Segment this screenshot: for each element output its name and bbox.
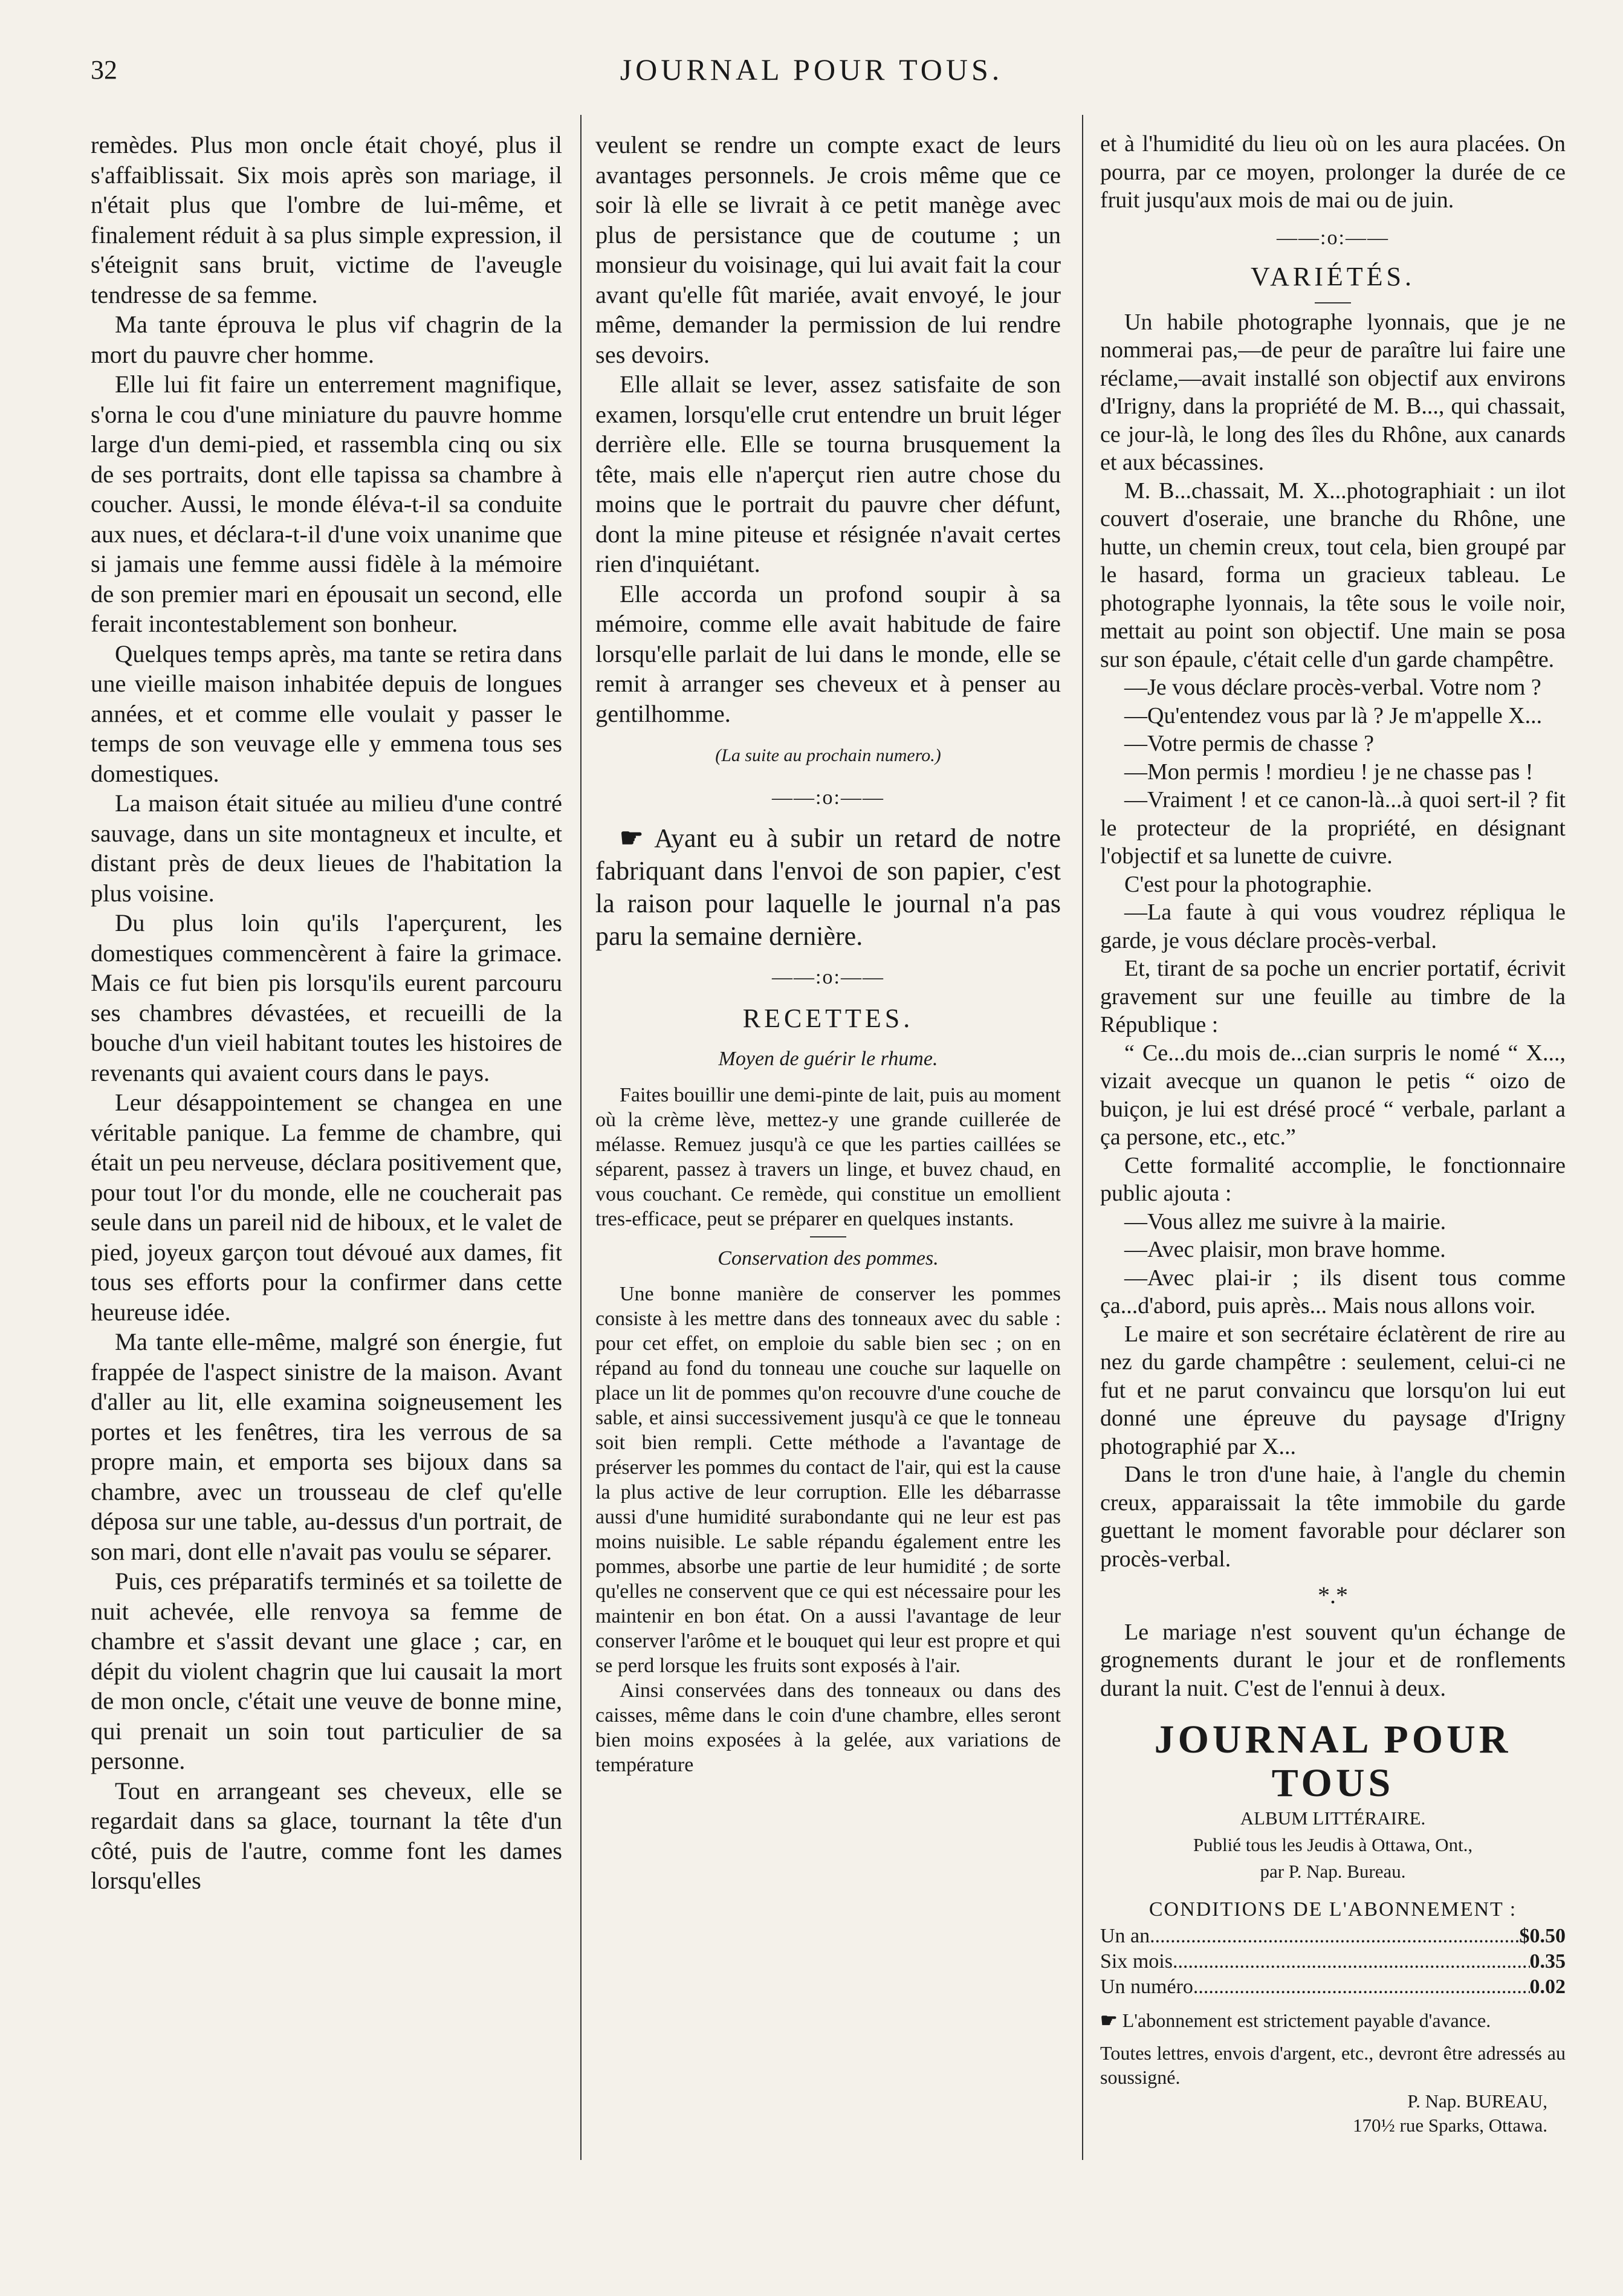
- paragraph: Cette formalité accomplie, le fonctionnaire public ajouta :: [1100, 1152, 1566, 1206]
- recipe-title: Moyen de guérir le rhume.: [718, 1048, 938, 1070]
- masthead-box: [1100, 1718, 1566, 2138]
- price-row: [1100, 1974, 1566, 2000]
- masthead-by: par P. Nap. Bureau.: [1260, 1861, 1406, 1882]
- section-separator: ——:o:——: [772, 786, 884, 809]
- paragraph: Et, tirant de sa poche un encrier portatif, écrivit gravement sur une feuille au timbre de la République :: [1100, 956, 1566, 1037]
- price-label: Six mois: [1100, 1950, 1173, 1973]
- column-1: [91, 130, 562, 2187]
- column-2: [595, 130, 1061, 2187]
- running-head: JOURNAL POUR TOUS.: [620, 53, 1003, 86]
- paragraph: remèdes. Plus mon oncle était choyé, plus il s'affaiblissait. Six mois après son mariage, il n'était plus que l'ombre de lui-même, et finalement réduit à sa plus simple expression, il s'éteignit sans bruit, victime de l'aveugle tendresse de sa femme.: [91, 131, 562, 308]
- column-rule: [1082, 115, 1083, 2160]
- price-label: Un numéro: [1100, 1976, 1193, 1998]
- asterism: *.*: [1318, 1581, 1348, 1609]
- recipe-title: Conservation des pommes.: [718, 1247, 939, 1270]
- leader-dots: [1193, 1974, 1530, 2000]
- paragraph: Puis, ces préparatifs terminés et sa toilette de nuit achevée, elle renvoya sa femme de chambre et s'assit devant une glace ; car, en dépit du violent chagrin que lui causait la mort de mon oncle, c'était une veuve de bonne mine, qui prenait un soin tout particulier de sa personne.: [91, 1568, 562, 1774]
- paragraph: —Avec plai-ir ; ils disent tous comme ça...d'abord, puis après... Mais nous allons voir.: [1100, 1265, 1566, 1318]
- page-number: 32: [91, 55, 117, 85]
- paragraph: Tout en arrangeant ses cheveux, elle se regardait dans sa glace, tournant la tête d'un côté, puis de l'autre, comme font les dames lorsqu'elles: [91, 1777, 562, 1894]
- paragraph: —Qu'entendez vous par là ? Je m'appelle X...: [1124, 702, 1543, 728]
- recipe-text: Ainsi conservées dans des tonneaux ou dans des caisses, même dans le coin d'une chambre, elles seront bien moins exposées à la gelée, aux variations de température: [595, 1679, 1061, 1776]
- section-separator: ——:o:——: [1277, 226, 1389, 249]
- paragraph: et à l'humidité du lieu où on les aura placées. On pourra, par ce moyen, prolonger la durée de ce fruit jusqu'aux mois de mai ou de juin.: [1100, 131, 1566, 213]
- short-rule: [810, 1236, 846, 1237]
- paragraph: Elle lui fit faire un enterrement magnifique, s'orna le cou d'une miniature du pauvre homme large d'un demi-pied, et rassembla cinq ou six de ses portraits, dont elle tapissa sa chambre à coucher. Aussi, le monde éléva-t-il sa conduite aux nues, et déclara-t-il d'une voix unanime que si jamais une femme aussi fidèle à la mémoire de son premier mari en épousait un second, elle ferait incontestablement son bonheur.: [91, 371, 562, 637]
- column-3: [1100, 130, 1566, 2187]
- address-note: Toutes lettres, envois d'argent, etc., devront être adressés au soussigné.: [1100, 2042, 1566, 2088]
- paragraph: Ma tante elle-même, malgré son énergie, fut frappée de l'aspect sinistre de la maison. Avant d'aller au lit, elle examina soigneusement les portes et les fenêtres, tira les verrous de sa propre main, et emporta ses bijoux dans sa chambre, avec un trousseau de clef qu'elle déposa sur une table, au-dessus d'un portrait, de son mari, dont elle n'avait pas voulu se séparer.: [91, 1328, 562, 1565]
- masthead-published: Publié tous les Jeudis à Ottawa, Ont.,: [1193, 1834, 1473, 1855]
- paragraph: Leur désappointement se changea en une véritable panique. La femme de chambre, qui était un peu nerveuse, déclara positivement que, pour tout l'or du monde, elle ne coucherait pas seule dans un pareil nid de hiboux, et le valet de pied, joyeux garçon tout dévoué aux dames, fit tous ses efforts pour la confirmer dans cette heureuse idée.: [91, 1089, 562, 1326]
- publisher-address: 170½ rue Sparks, Ottawa.: [1353, 2115, 1547, 2136]
- conditions-title: CONDITIONS DE L'ABONNEMENT :: [1148, 1898, 1517, 1921]
- price-value: $0.50: [1519, 1925, 1566, 1947]
- short-rule: [1315, 302, 1351, 303]
- payment-note: [1100, 2008, 1566, 2032]
- leader-dots: [1173, 1949, 1530, 1974]
- price-value: 0.02: [1529, 1976, 1566, 1998]
- price-row: [1100, 1949, 1566, 1974]
- paragraph: —Vraiment ! et ce canon-là...à quoi sert-il ? fit le protecteur de la propriété, en désignant l'objectif et sa lunette de cuivre.: [1100, 787, 1566, 869]
- section-title-recettes: RECETTES.: [742, 1003, 914, 1033]
- paragraph: C'est pour la photographie.: [1124, 871, 1372, 897]
- paragraph: Quelques temps après, ma tante se retira dans une vieille maison inhabitée depuis de longues années, et et comme elle voulait y passer le temps de son veuvage elle y emmena tous ses domestiques.: [91, 640, 562, 787]
- paragraph: —Vous allez me suivre à la mairie.: [1124, 1208, 1446, 1234]
- section-separator: ——:o:——: [772, 966, 884, 988]
- recipe-text: Une bonne manière de conserver les pommes consiste à les mettre dans des tonneaux avec du sable : pour cet effet, on emploie du sable bien sec ; on en répand au fond du tonneau une couche sur laquelle on place un lit de pommes qu'on recouvre d'une couche de sable, et ainsi successivement jusqu'à ce que le tonneau soit bien rempli. Cette méthode a l'avantage de préserver les pommes du contact de l'air, qui est la cause la plus active de leur corruption. Elle les débarrasse aussi d'une humidité surabondante qui ne leur est pas moins nuisible. Le sable répandu également entre les pommes, absorbe une partie de leur humidité ; de sorte qu'elles ne conservent que ce qui est nécessaire pour les maintenir en bon état. On a aussi l'avantage de leur conserver l'arôme et le bouquet qui leur est propre et qui se perd lorsque les fruits sont exposés à l'air.: [595, 1283, 1061, 1677]
- paragraph: Le maire et son secrétaire éclatèrent de rire au nez du garde champêtre : seulement, celui-ci ne fut et ne parut convaincu que lorsqu'on lui eut donné une épreuve du paysage d'Irigny photographié par X...: [1100, 1321, 1566, 1459]
- leader-dots: [1150, 1924, 1519, 1949]
- price-label: Un an: [1100, 1925, 1150, 1947]
- notice-text: Ayant eu à subir un retard de notre fabriquant dans l'envoi de son papier, c'est la raison pour laquelle le journal n'a pas paru la semaine dernière.: [595, 823, 1061, 951]
- paragraph: Du plus loin qu'ils l'aperçurent, les domestiques commencèrent à faire la grimace. Mais ce fut bien pis lorsqu'ils eurent parcouru ses chambres dévastées, et recueilli de la bouche d'un vieil habitant toutes les histoires de revenants qui avaient cours dans le pays.: [91, 909, 562, 1086]
- publisher-name: P. Nap. BUREAU,: [1407, 2090, 1547, 2112]
- paragraph: —Votre permis de chasse ?: [1124, 731, 1374, 756]
- paragraph: M. B...chassait, M. X...photographiait : un ilot couvert d'oseraie, une branche du Rhône, une hutte, un chemin creux, tout cela, bien groupé par le hasard, forma un gracieux tableau. Le photographe lyonnais, la tête sous le voile noir, mettait au point son objectif. Une main se posa sur son épaule, c'était celle d'un garde champêtre.: [1100, 478, 1566, 672]
- paragraph: Elle accorda un profond soupir à sa mémoire, comme elle avait habitude de faire lorsqu'elle parlait de lui dans le monde, elle se remit à arranger ses cheveux et à penser au gentilhomme.: [595, 580, 1061, 727]
- paragraph: —La faute à qui vous voudrez répliqua le garde, je vous déclare procès-verbal.: [1100, 900, 1566, 953]
- price-value: 0.35: [1529, 1950, 1566, 1973]
- publisher-notice: [595, 822, 1061, 953]
- masthead-title: JOURNAL POUR TOUS: [1154, 1717, 1512, 1805]
- paragraph: Ma tante éprouva le plus vif chagrin de la mort du pauvre cher homme.: [91, 311, 562, 368]
- section-title-varietes: VARIÉTÉS.: [1251, 262, 1415, 291]
- paragraph: Dans le tron d'une haie, à l'angle du chemin creux, apparaissait la tête immobile du garde guettant le moment favorable pour déclarer son procès-verbal.: [1100, 1462, 1566, 1572]
- paragraph: “ Ce...du mois de...cian surpris le nomé “ X..., vizait avecque un quanon le petis “ oizo de buiçon, je lui est drésé procé “ verbale, parlant a ça persone, etc., etc.”: [1100, 1040, 1566, 1150]
- to-be-continued: (La suite au prochain numero.): [715, 745, 941, 765]
- paragraph: —Avec plaisir, mon brave homme.: [1124, 1237, 1446, 1262]
- masthead-subtitle: ALBUM LITTÉRAIRE.: [1240, 1808, 1426, 1829]
- paragraph: —Mon permis ! mordieu ! je ne chasse pas !: [1124, 759, 1534, 785]
- paragraph: La maison était située au milieu d'une contré sauvage, dans un site montagneux et inculte, et distant près de deux lieues de l'habitation la plus voisine.: [91, 790, 562, 907]
- paragraph: Un habile photographe lyonnais, que je ne nommerai pas,—de peur de paraître lui faire une réclame,—avait installé son objectif aux environs d'Irigny, dans la propriété de M. B..., qui chassait, ce jour-là, le long des îles du Rhône, aux canards et aux bécassines.: [1100, 309, 1566, 475]
- maxim: Le mariage n'est souvent qu'un échange de grognements durant le jour et de ronflements durant la nuit. C'est de l'ennui à deux.: [1100, 1619, 1566, 1701]
- pointing-hand-icon: ☛: [620, 823, 644, 853]
- recipe-text: Faites bouillir une demi-pinte de lait, puis au moment où la crème lève, mettez-y une grande cuillerée de mélasse. Remuez jusqu'à ce que les parties caillées se séparent, passez à travers un linge, et buvez chaud, en vous couchant. Ce remède, qui constitue un emollient tres-efficace, peut se préparer en quelques instants.: [595, 1083, 1061, 1230]
- price-row: [1100, 1924, 1566, 1949]
- paragraph: Elle allait se lever, assez satisfaite de son examen, lorsqu'elle crut entendre un bruit léger derrière elle. Elle se tourna brusquement la tête, mais elle n'aperçut rien autre chose du moins que le portrait du pauvre cher défunt, dont la mine piteuse et résignée n'avait certes rien d'inquiétant.: [595, 371, 1061, 577]
- pointing-hand-icon: ☛: [1100, 2009, 1118, 2031]
- column-rule: [580, 115, 581, 2160]
- paragraph: —Je vous déclare procès-verbal. Votre nom ?: [1124, 675, 1541, 700]
- payment-note-text: L'abonnement est strictement payable d'avance.: [1122, 2009, 1491, 2031]
- paragraph: veulent se rendre un compte exact de leurs avantages personnels. Je crois même que ce soir là elle se livrait à ce petit manège avec plus de persistance que de coutume ; un monsieur du voisinage, qui lui avait fait la cour avant qu'elle fût mariée, avait envoyé, le jour même, demander la permission de lui rendre ses devoirs.: [595, 131, 1061, 368]
